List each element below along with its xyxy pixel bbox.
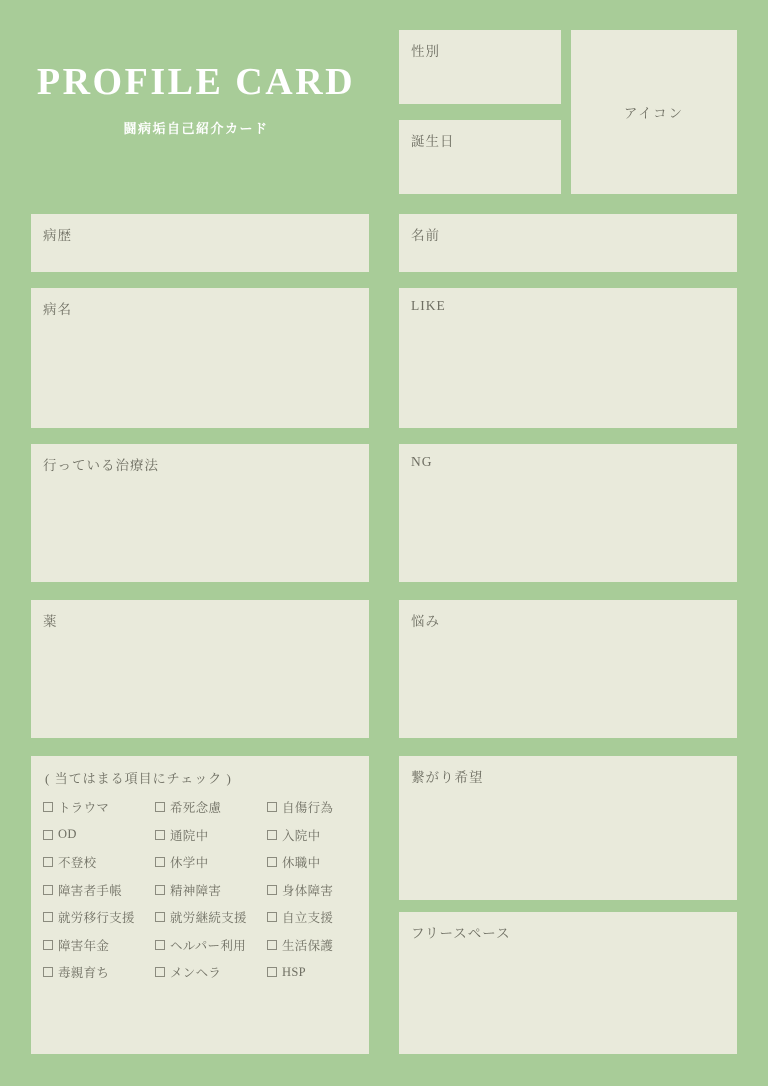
checkbox-icon[interactable] bbox=[267, 857, 277, 867]
field-like[interactable] bbox=[399, 288, 737, 428]
field-medicine-label: 薬 bbox=[43, 614, 58, 629]
checkbox-icon[interactable] bbox=[43, 885, 53, 895]
checklist-item[interactable] bbox=[267, 853, 359, 871]
checkbox-icon[interactable] bbox=[43, 967, 53, 977]
checkbox-icon[interactable] bbox=[43, 940, 53, 950]
checklist-item[interactable] bbox=[267, 798, 359, 816]
field-name[interactable] bbox=[399, 214, 737, 272]
checklist-item[interactable] bbox=[43, 853, 155, 871]
field-connection-label: 繋がり希望 bbox=[411, 770, 484, 785]
checklist-item-label: 休職中 bbox=[282, 856, 321, 870]
checklist-item[interactable] bbox=[43, 936, 155, 954]
field-connection[interactable] bbox=[399, 756, 737, 900]
checklist-item-label: 希死念慮 bbox=[170, 801, 222, 815]
checkbox-icon[interactable] bbox=[155, 912, 165, 922]
checklist-item[interactable] bbox=[43, 826, 155, 844]
checklist-item-label: ヘルパー利用 bbox=[170, 938, 246, 953]
field-birthday-label: 誕生日 bbox=[411, 134, 455, 149]
field-birthday[interactable] bbox=[399, 120, 561, 194]
checkbox-icon[interactable] bbox=[43, 857, 53, 867]
field-treatment-label: 行っている治療法 bbox=[43, 458, 159, 473]
checkbox-icon[interactable] bbox=[155, 940, 165, 950]
checklist-item[interactable] bbox=[43, 963, 155, 981]
checklist-item-label: メンヘラ bbox=[170, 966, 222, 980]
checklist-item-label: 精神障害 bbox=[170, 883, 222, 898]
checkbox-icon[interactable] bbox=[267, 940, 277, 950]
checklist-item-label: 障害年金 bbox=[58, 938, 110, 953]
checklist-item-label: 通院中 bbox=[170, 828, 209, 843]
checklist-item-label: HSP bbox=[282, 964, 306, 979]
field-history-label: 病歴 bbox=[43, 228, 72, 243]
checklist-panel bbox=[31, 756, 369, 1054]
checklist-item[interactable] bbox=[267, 908, 359, 926]
field-like-label: LIKE bbox=[411, 298, 446, 313]
checklist-item[interactable] bbox=[267, 881, 359, 899]
checklist-item-label: 生活保護 bbox=[282, 938, 334, 953]
checkbox-icon[interactable] bbox=[155, 885, 165, 895]
checklist-grid bbox=[43, 798, 359, 981]
checkbox-icon[interactable] bbox=[43, 830, 53, 840]
checklist-item[interactable] bbox=[155, 881, 267, 899]
checklist-item-label: 就労継続支援 bbox=[170, 911, 247, 925]
checklist-item-label: 不登校 bbox=[58, 856, 97, 870]
checklist-item-label: 毒親育ち bbox=[58, 966, 110, 980]
checkbox-icon[interactable] bbox=[43, 802, 53, 812]
field-worries-label: 悩み bbox=[411, 614, 440, 629]
checkbox-icon[interactable] bbox=[267, 967, 277, 977]
checklist-item[interactable] bbox=[267, 936, 359, 954]
checkbox-icon[interactable] bbox=[267, 802, 277, 812]
checklist-item-label: OD bbox=[58, 827, 77, 841]
field-icon-label: アイコン bbox=[623, 106, 685, 121]
field-treatment[interactable] bbox=[31, 444, 369, 582]
checkbox-icon[interactable] bbox=[267, 885, 277, 895]
checklist-item-label: トラウマ bbox=[58, 801, 110, 815]
field-icon[interactable] bbox=[571, 30, 737, 194]
field-free-space[interactable] bbox=[399, 912, 737, 1054]
checklist-item[interactable] bbox=[155, 936, 267, 954]
checklist-item-label: 自立支援 bbox=[282, 911, 334, 925]
checkbox-icon[interactable] bbox=[267, 912, 277, 922]
field-gender-label: 性別 bbox=[411, 44, 440, 59]
field-free-space-label: フリースペース bbox=[411, 926, 511, 941]
checklist-item[interactable] bbox=[155, 798, 267, 816]
field-name-label: 名前 bbox=[411, 228, 440, 243]
field-worries[interactable] bbox=[399, 600, 737, 738]
checklist-item-label: 自傷行為 bbox=[282, 801, 334, 815]
checklist-item-label: 身体障害 bbox=[282, 883, 334, 898]
checklist-title: ( 当てはまる項目にチェック ) bbox=[45, 771, 232, 786]
checkbox-icon[interactable] bbox=[267, 830, 277, 840]
field-gender[interactable] bbox=[399, 30, 561, 104]
field-history[interactable] bbox=[31, 214, 369, 272]
title-block bbox=[0, 62, 392, 137]
checkbox-icon[interactable] bbox=[155, 830, 165, 840]
field-ng[interactable] bbox=[399, 444, 737, 582]
checklist-item[interactable] bbox=[267, 963, 359, 981]
checklist-item[interactable] bbox=[155, 908, 267, 926]
checkbox-icon[interactable] bbox=[43, 912, 53, 922]
checklist-item[interactable] bbox=[43, 881, 155, 899]
field-disease-name-label: 病名 bbox=[43, 302, 72, 317]
page-subtitle: 闘病垢自己紹介カード bbox=[123, 120, 269, 136]
checklist-item[interactable] bbox=[267, 826, 359, 844]
checklist-item[interactable] bbox=[155, 963, 267, 981]
checklist-item-label: 障害者手帳 bbox=[58, 883, 123, 898]
checklist-item[interactable] bbox=[155, 826, 267, 844]
checklist-item[interactable] bbox=[43, 798, 155, 816]
checklist-item[interactable] bbox=[43, 908, 155, 926]
field-ng-label: NG bbox=[411, 454, 433, 469]
checkbox-icon[interactable] bbox=[155, 857, 165, 867]
checklist-item[interactable] bbox=[155, 853, 267, 871]
checkbox-icon[interactable] bbox=[155, 967, 165, 977]
field-medicine[interactable] bbox=[31, 600, 369, 738]
page-title: PROFILE CARD bbox=[36, 61, 356, 103]
checklist-item-label: 入院中 bbox=[282, 828, 321, 843]
field-disease-name[interactable] bbox=[31, 288, 369, 428]
checkbox-icon[interactable] bbox=[155, 802, 165, 812]
checklist-item-label: 就労移行支援 bbox=[58, 911, 135, 925]
checklist-item-label: 休学中 bbox=[170, 856, 209, 870]
